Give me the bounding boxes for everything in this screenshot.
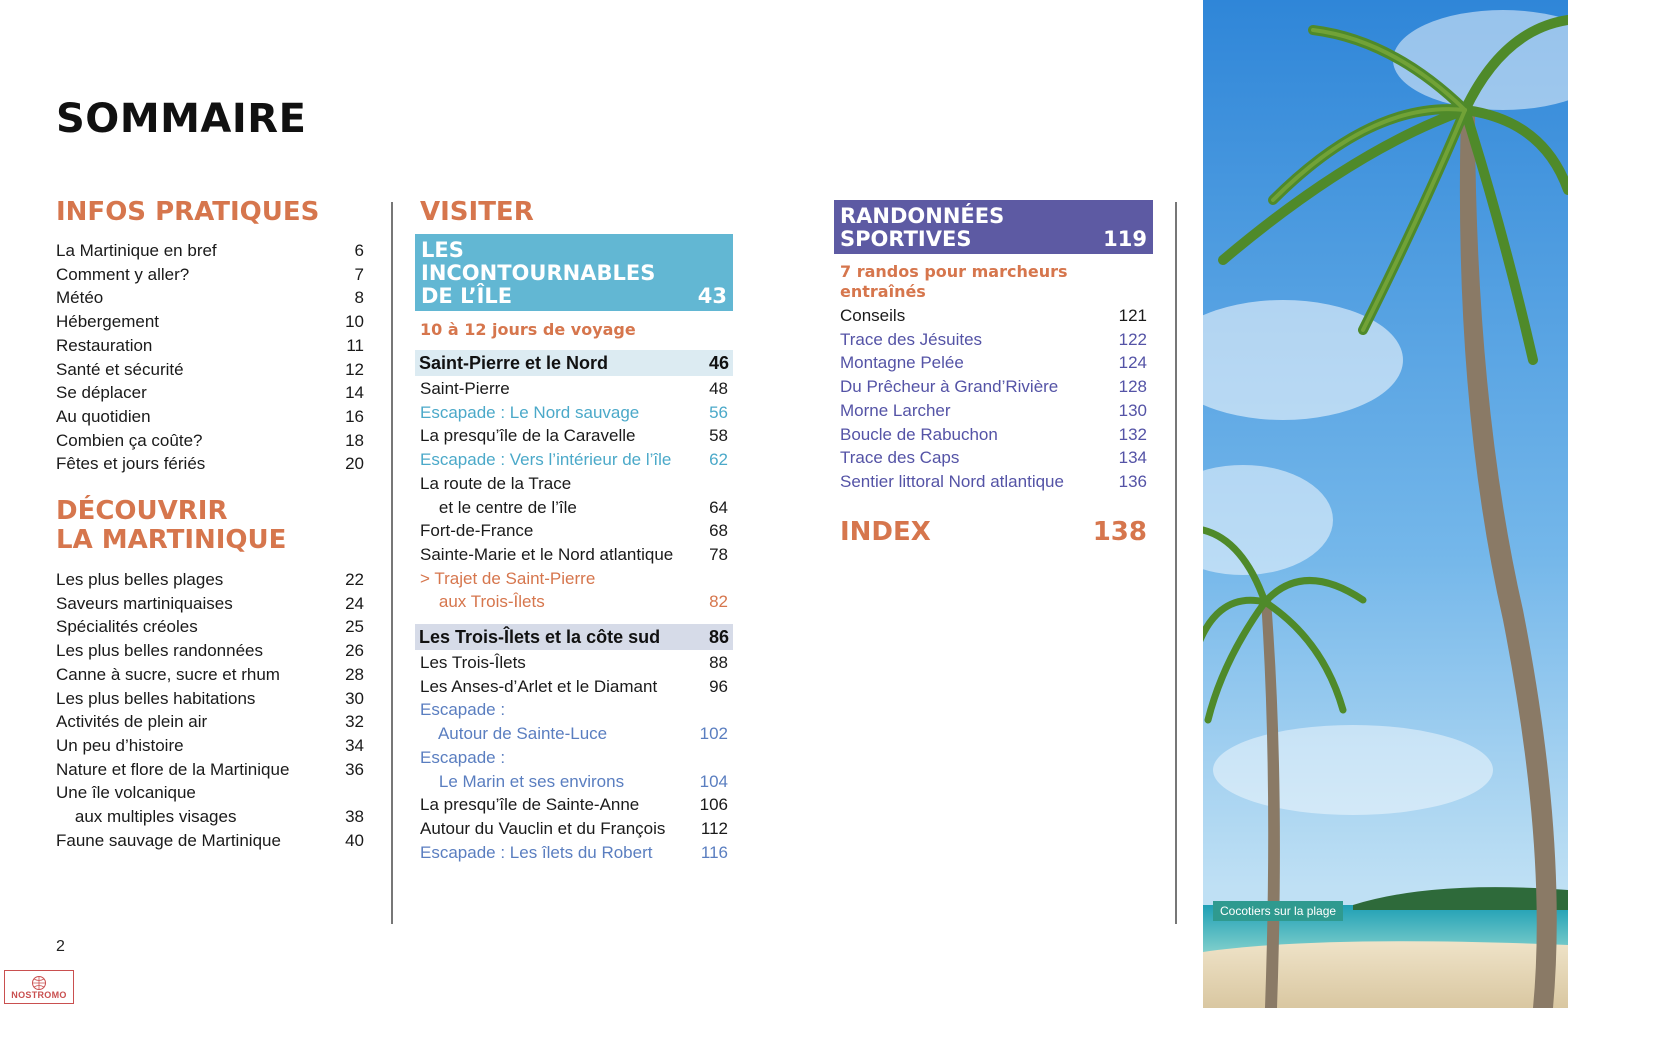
toc-entry[interactable] <box>56 639 364 663</box>
toc-entry[interactable] <box>840 351 1147 375</box>
toc-entry-label: Les plus belles plages <box>56 570 224 590</box>
toc-entry-page: 58 <box>709 426 728 446</box>
toc-entry-page: 82 <box>709 592 728 612</box>
toc-entry-label: Montagne Pelée <box>840 353 964 373</box>
toc-entry[interactable] <box>420 675 728 699</box>
toc-entry[interactable] <box>56 358 364 382</box>
toc-entry-label: Météo <box>56 288 104 308</box>
banner-line: DE L’ÎLE <box>421 284 513 308</box>
toc-entry-page: 122 <box>1118 329 1147 349</box>
toc-entry-page: 68 <box>709 521 728 541</box>
toc-entry[interactable] <box>840 375 1147 399</box>
toc-entry[interactable] <box>420 770 728 794</box>
toc-entry[interactable] <box>420 651 728 675</box>
toc-entry[interactable] <box>420 401 728 425</box>
banner-line: RANDONNÉES <box>840 204 1005 228</box>
section-title-decouvrir <box>56 497 364 555</box>
toc-entry[interactable] <box>56 429 364 453</box>
toc-entry[interactable] <box>420 722 728 746</box>
toc-entry-page: 6 <box>354 241 364 260</box>
toc-entry[interactable] <box>56 615 364 639</box>
photo-caption: Cocotiers sur la plage <box>1213 901 1343 921</box>
toc-entry-label: Canne à sucre, sucre et rhum <box>56 664 280 684</box>
toc-entry[interactable] <box>840 304 1147 328</box>
toc-entry-label: > Trajet de Saint-Pierre <box>420 568 596 588</box>
index-entry[interactable] <box>834 517 1153 547</box>
toc-entry-page: 96 <box>709 676 728 696</box>
toc-entry[interactable] <box>56 710 364 734</box>
toc-entry-label: Autour de Sainte-Luce <box>420 724 608 744</box>
banner-randonnees[interactable] <box>834 200 1153 254</box>
toc-entry-page: 18 <box>345 430 364 450</box>
toc-entry[interactable] <box>56 568 364 592</box>
toc-entry[interactable] <box>56 405 364 429</box>
banner-line: SPORTIVES <box>840 227 972 251</box>
page-title: SOMMAIRE <box>56 96 307 142</box>
page-number: 2 <box>56 938 65 955</box>
toc-entry[interactable] <box>56 381 364 405</box>
toc-entry-page: 116 <box>700 842 728 862</box>
toc-entry-label: Escapade : Le Nord sauvage <box>420 402 640 422</box>
toc-entry[interactable] <box>420 519 728 543</box>
toc-entry-page: 16 <box>345 406 364 426</box>
toc-entry[interactable] <box>56 758 364 782</box>
column-visiter <box>415 198 733 864</box>
toc-entry[interactable] <box>420 448 728 472</box>
column-randonnees <box>834 200 1153 547</box>
toc-entry-label: Fort-de-France <box>420 521 534 541</box>
toc-entry-label: aux Trois-Îlets <box>420 592 545 612</box>
toc-entry-page: 130 <box>1118 400 1147 420</box>
toc-entry-page: 78 <box>709 544 728 564</box>
toc-entry-page: 20 <box>345 454 364 474</box>
section-title-line: LA MARTINIQUE <box>56 525 287 556</box>
toc-entry-page: 36 <box>345 759 364 779</box>
toc-entry[interactable] <box>56 334 364 358</box>
toc-entry-label: Comment y aller? <box>56 264 190 284</box>
toc-entry-label: Trace des Caps <box>840 448 960 468</box>
toc-entry-label: Nature et flore de la Martinique <box>56 759 290 779</box>
toc-entry-page: 48 <box>709 379 728 398</box>
toc-entry-label: Combien ça coûte? <box>56 430 203 450</box>
toc-entry[interactable] <box>420 567 728 591</box>
column-divider <box>1175 202 1177 924</box>
toc-entry-page: 132 <box>1118 424 1147 444</box>
section-title-infos-pratiques: INFOS PRATIQUES <box>56 197 320 227</box>
toc-entry-label: Le Marin et ses environs <box>420 771 625 791</box>
toc-entry[interactable] <box>56 592 364 616</box>
region-header-saint-pierre[interactable] <box>415 350 733 376</box>
toc-entry[interactable] <box>420 841 728 865</box>
toc-entry[interactable] <box>56 239 364 263</box>
banner-label <box>840 205 1004 251</box>
toc-entry[interactable] <box>420 377 728 401</box>
toc-entry-label: Une île volcanique <box>56 783 196 803</box>
banner-line: LES INCONTOURNABLES <box>421 238 656 285</box>
toc-entry[interactable] <box>840 423 1147 447</box>
toc-entry-label: La route de la Trace <box>420 473 572 493</box>
toc-entry-label: Activités de plein air <box>56 712 208 732</box>
region-page: 46 <box>708 352 729 373</box>
globe-icon <box>28 974 50 990</box>
beach-palm-photo <box>1203 0 1568 1008</box>
toc-entry-label: et le centre de l’île <box>420 497 577 517</box>
logo-text: NOSTROMO <box>11 990 67 1000</box>
toc-list-decouvrir <box>56 568 364 852</box>
toc-entry[interactable] <box>840 446 1147 470</box>
toc-entry-page: 124 <box>1118 353 1147 373</box>
region-header-trois-ilets[interactable] <box>415 624 733 650</box>
section-title-visiter: VISITER <box>420 197 534 227</box>
toc-entry-page: 38 <box>345 807 364 827</box>
toc-entry[interactable] <box>420 543 728 567</box>
toc-entry-page: 10 <box>345 312 364 332</box>
toc-entry-page: 88 <box>709 653 728 673</box>
toc-entry-label: Les Trois-Îlets <box>420 653 526 673</box>
toc-entry-label: Escapade : Les îlets du Robert <box>420 842 653 862</box>
toc-entry[interactable] <box>56 452 364 476</box>
toc-entry-page: 56 <box>709 402 728 422</box>
toc-entry-label: aux multiples visages <box>56 807 237 827</box>
toc-entry-page: 104 <box>699 771 728 791</box>
toc-entry-label: Spécialités créoles <box>56 617 198 637</box>
toc-entry[interactable] <box>420 817 728 841</box>
nostromo-logo <box>4 970 74 1004</box>
toc-entry-page: 102 <box>699 724 728 744</box>
toc-entry-page: 121 <box>1118 306 1147 325</box>
toc-entry-page: 134 <box>1118 448 1147 468</box>
toc-entry-label: Les plus belles randonnées <box>56 641 263 661</box>
toc-entry-label: La Martinique en bref <box>56 241 217 260</box>
subhead-randos: 7 randos pour marcheurs entraînés <box>840 262 1068 301</box>
toc-entry-page: 62 <box>709 450 728 470</box>
banner-label <box>421 239 698 308</box>
column-infos-decouvrir <box>56 198 364 852</box>
toc-list-region-2 <box>415 651 733 864</box>
toc-entry-page: 30 <box>345 688 364 708</box>
toc-entry[interactable] <box>420 698 728 722</box>
toc-entry-label: La presqu’île de la Caravelle <box>420 426 636 446</box>
region-page: 86 <box>708 626 729 647</box>
toc-entry-label: Autour du Vauclin et du François <box>420 818 666 838</box>
toc-entry-page: 32 <box>345 712 364 732</box>
toc-entry[interactable] <box>840 470 1147 494</box>
toc-entry-label: Trace des Jésuites <box>840 329 983 349</box>
toc-entry[interactable] <box>420 793 728 817</box>
toc-entry-label: Se déplacer <box>56 383 147 403</box>
banner-page: 43 <box>697 284 727 308</box>
toc-entry-label: Sainte-Marie et le Nord atlantique <box>420 544 674 564</box>
toc-entry-page: 64 <box>709 497 728 517</box>
toc-entry-label: Restauration <box>56 335 153 355</box>
toc-entry[interactable] <box>840 399 1147 423</box>
toc-entry-page: 136 <box>1118 471 1147 491</box>
toc-entry-label: Escapade : Vers l’intérieur de l’île <box>420 450 672 470</box>
toc-entry[interactable] <box>420 496 728 520</box>
toc-entry-page: 40 <box>345 830 364 850</box>
toc-list-randonnees <box>834 304 1153 494</box>
toc-entry[interactable] <box>56 829 364 853</box>
toc-list-region-1 <box>415 377 733 614</box>
toc-entry-label: Les plus belles habitations <box>56 688 256 708</box>
toc-entry[interactable] <box>56 734 364 758</box>
toc-entry-page: 28 <box>345 664 364 684</box>
toc-entry-label: Les Anses-d’Arlet et le Diamant <box>420 676 658 696</box>
toc-entry-label: Sentier littoral Nord atlantique <box>840 471 1064 491</box>
toc-entry-label: Saint-Pierre <box>420 379 510 398</box>
toc-entry-label: Conseils <box>840 306 906 325</box>
toc-entry-page: 24 <box>345 593 364 613</box>
region-label: Saint-Pierre et le Nord <box>419 352 609 373</box>
toc-entry-label: Fêtes et jours fériés <box>56 454 206 474</box>
toc-entry-page: 34 <box>345 735 364 755</box>
toc-entry-page: 22 <box>345 570 364 590</box>
toc-entry-label: Morne Larcher <box>840 400 951 420</box>
toc-entry-page: 7 <box>354 264 364 284</box>
toc-entry[interactable] <box>56 286 364 310</box>
toc-entry[interactable] <box>56 805 364 829</box>
toc-entry-label: Escapade : <box>420 700 506 720</box>
toc-entry-label: Du Prêcheur à Grand’Rivière <box>840 377 1059 397</box>
toc-list-infos-pratiques <box>56 239 364 476</box>
toc-entry-label: Saveurs martiniquaises <box>56 593 233 613</box>
subhead-duration: 10 à 12 jours de voyage <box>420 320 636 339</box>
toc-entry[interactable] <box>56 663 364 687</box>
toc-entry[interactable] <box>840 328 1147 352</box>
toc-entry-page: 25 <box>345 617 364 637</box>
section-title-line: DÉCOUVRIR <box>56 496 228 527</box>
toc-entry[interactable] <box>420 746 728 770</box>
toc-entry[interactable] <box>420 424 728 448</box>
toc-entry-label: Escapade : <box>420 747 506 767</box>
toc-entry[interactable] <box>56 263 364 287</box>
toc-entry[interactable] <box>420 590 728 614</box>
toc-entry-page: 12 <box>345 359 364 379</box>
toc-entry[interactable] <box>56 687 364 711</box>
toc-entry[interactable] <box>56 310 364 334</box>
toc-entry-label: Boucle de Rabuchon <box>840 424 998 444</box>
toc-entry[interactable] <box>56 781 364 805</box>
toc-entry-label: Santé et sécurité <box>56 359 184 379</box>
toc-entry-page: 106 <box>699 795 728 815</box>
toc-entry-label: Un peu d’histoire <box>56 735 184 755</box>
toc-entry-label: Faune sauvage de Martinique <box>56 830 281 850</box>
toc-entry-page: 128 <box>1118 377 1147 397</box>
toc-entry-page: 26 <box>345 641 364 661</box>
toc-entry-label: La presqu’île de Sainte-Anne <box>420 795 640 815</box>
index-page: 138 <box>1092 516 1147 547</box>
toc-entry-page: 112 <box>700 818 728 838</box>
banner-incontournables[interactable] <box>415 234 733 311</box>
column-divider <box>391 202 393 924</box>
toc-entry-page: 11 <box>346 335 364 355</box>
toc-entry-label: Au quotidien <box>56 406 151 426</box>
toc-entry-page: 8 <box>354 288 364 308</box>
toc-entry-page: 14 <box>345 383 364 403</box>
toc-entry[interactable] <box>420 472 728 496</box>
region-label: Les Trois-Îlets et la côte sud <box>419 626 661 647</box>
toc-entry-label: Hébergement <box>56 312 160 332</box>
index-label: INDEX <box>840 516 931 547</box>
banner-page: 119 <box>1103 227 1147 251</box>
